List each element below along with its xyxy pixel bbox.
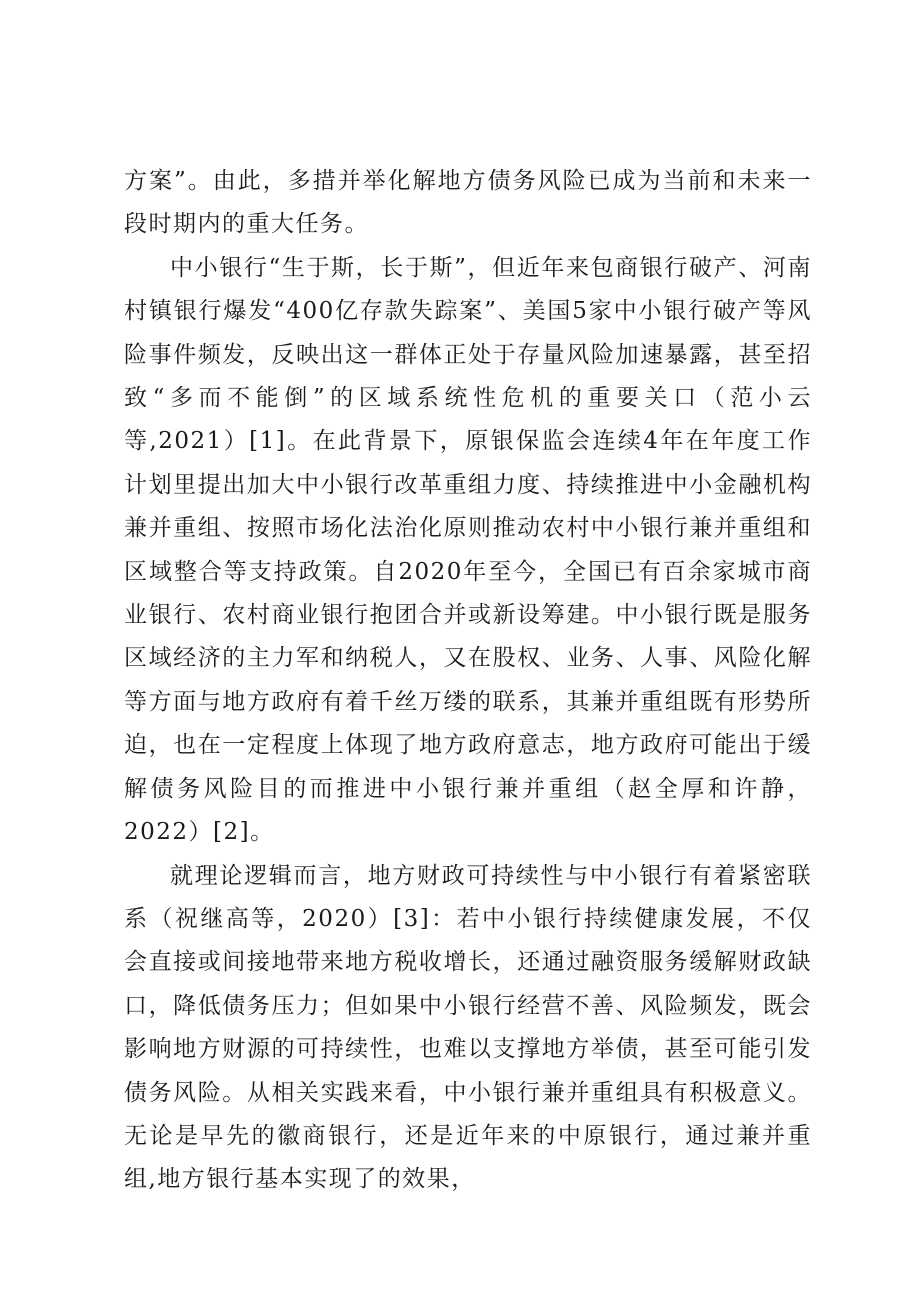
paragraph-continuation: 方案”。由此，多措并举化解地方债务风险已成为当前和未来一段时期内的重大任务。	[124, 168, 812, 238]
paragraph-theoretical-logic: 就理论逻辑而言，地方财政可持续性与中小银行有着紧密联系（祝继高等，2020）[3]：若中小银行持续健康发展，不仅会直接或间接地带来地方税收增长，还通过融资服务缓解财政缺口，降低债务压力；但如果中小银行经营不善、风险频发，既会影响地方财源的可持续性，也难以支撑地方举债，甚至可能引发债务风险。从相关实践来看，中小银行兼并重组具有积极意义。无论是早先的徽商银行，还是近年来的中原银行，通过兼并重组,地方银行基本实现了的效果，	[124, 862, 812, 1193]
document-body	[124, 160, 812, 1202]
paragraph-small-banks-risk: 中小银行“生于斯，长于斯”，但近年来包商银行破产、河南村镇银行爆发“400亿存款失踪案”、美国5家中小银行破产等风险事件频发，反映出这一群体正处于存量风险加速暴露，甚至招致“多而不能倒”的区域系统性危机的重要关口（范小云等,2021）[1]。在此背景下，原银保监会连续4年在年度工作计划里提出加大中小银行改革重组力度、持续推进中小金融机构兼并重组、按照市场化法治化原则推动农村中小银行兼并重组和区域整合等支持政策。自2020年至今，全国已有百余家城市商业银行、农村商业银行抱团合并或新设筹建。中小银行既是服务区域经济的主力军和纳税人，又在股权、业务、人事、风险化解等方面与地方政府有着千丝万缕的联系，其兼并重组既有形势所迫，也在一定程度上体现了地方政府意志，地方政府可能出于缓解债务风险目的而推进中小银行兼并重组（赵全厚和许静，2022）[2]。	[124, 254, 812, 846]
